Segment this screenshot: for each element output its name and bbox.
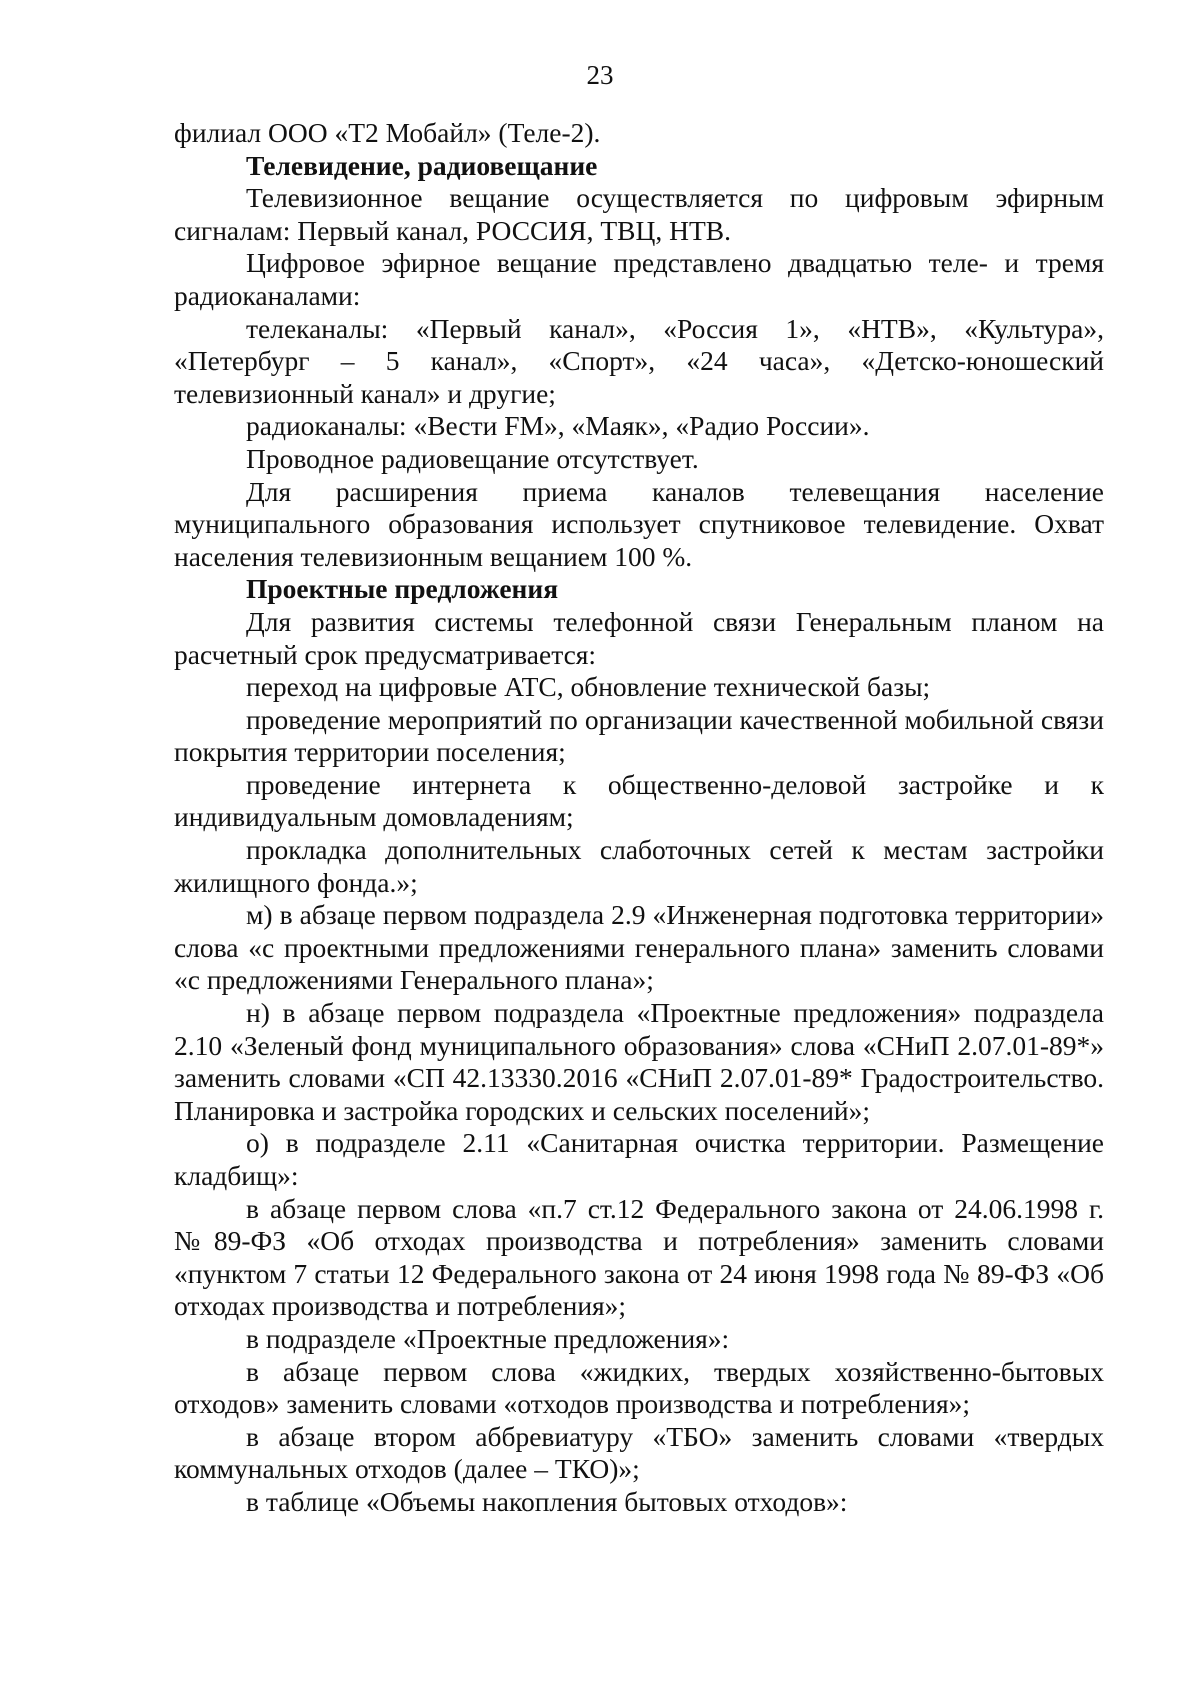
paragraph-satellite-tv: Для расширения приема каналов телевещания население муниципального образования использует спутниковое телевидение. Охват населения телевизионным вещанием 100 %. xyxy=(174,475,1104,572)
paragraph-tv-channels: телеканалы: «Первый канал», «Россия 1», «НТВ», «Культура», «Петербург – 5 канал», «Спорт», «24 часа», «Детско-юношеский телевизионный канал» и другие; xyxy=(174,312,1104,409)
paragraph-radio-channels: радиоканалы: «Вести FM», «Маяк», «Радио России». xyxy=(246,410,870,442)
page-number: 23 xyxy=(586,60,614,90)
paragraph-amendment-n: н) в абзаце первом подраздела «Проектные предложения» подраздела 2.10 «Зеленый фонд муниципального образования» слова «СНиП 2.07.01-89*» заменить словами «СП 42.13330.2016 «СНиП 2.07.01-89* Градостроительство. Планировка и застройка городских и сельских поселений»; xyxy=(174,997,1104,1126)
paragraph-amendment-o: о) в подразделе 2.11 «Санитарная очистка территории. Размещение кладбищ»: xyxy=(174,1127,1104,1191)
paragraph-liquid-solid-waste: в абзаце первом слова «жидких, твердых хозяйственно-бытовых отходов» заменить словами «отходов производства и потребления»; xyxy=(174,1355,1104,1420)
heading-project-proposals: Проектные предложения xyxy=(246,573,559,605)
paragraph-first-paragraph-words: в абзаце первом слова «п.7 ст.12 Федерального закона от 24.06.1998 г. №89-ФЗ «Об отходах производства и потребления» заменить словами «пунктом 7 статьи 12 Федерального закона от 24 июня 1998 года № 89-ФЗ «Об отходах производства и потребления»; xyxy=(174,1192,1104,1322)
paragraph-waste-table: в таблице «Объемы накопления бытовых отходов»: xyxy=(246,1485,848,1517)
paragraph-telephone-development: Для развития системы телефонной связи Генеральным планом на расчетный срок предусматривается: xyxy=(174,605,1104,670)
paragraph-internet: проведение интернета к общественно-деловой застройке и к индивидуальным домовладениям; xyxy=(174,768,1104,833)
paragraph-subsection-proposals: в подразделе «Проектные предложения»: xyxy=(246,1322,730,1354)
heading-television-radio: Телевидение, радиовещание xyxy=(246,149,598,181)
paragraph-tv-broadcasting: Телевизионное вещание осуществляется по цифровым эфирным сигналам: Первый канал, РОССИЯ, ТВЦ, НТВ. xyxy=(174,182,1104,246)
paragraph-low-current-networks: прокладка дополнительных слаботочных сетей к местам застройки жилищного фонда.»; xyxy=(174,834,1104,898)
paragraph-mobile-coverage: проведение мероприятий по организации качественной мобильной связи покрытия территории поселения; xyxy=(174,703,1104,768)
paragraph-digital-broadcasting: Цифровое эфирное вещание представлено двадцатью теле- и тремя радиоканалами: xyxy=(174,247,1104,311)
paragraph-digital-ats: переход на цифровые АТС, обновление технической базы; xyxy=(246,671,931,703)
paragraph-tbo-abbreviation: в абзаце втором аббревиатуру «ТБО» заменить словами «твердых коммунальных отходов (далее – ТКО)»; xyxy=(174,1420,1104,1485)
document-body xyxy=(174,117,1104,1519)
paragraph-amendment-m: м) в абзаце первом подраздела 2.9 «Инженерная подготовка территории» слова «с проектными предложениями генерального плана» заменить словами «с предложениями Генерального плана»; xyxy=(174,899,1104,996)
paragraph-branch-tele2: филиал ООО «Т2 Мобайл» (Теле-2). xyxy=(174,117,601,148)
paragraph-wired-radio: Проводное радиовещание отсутствует. xyxy=(246,442,699,474)
